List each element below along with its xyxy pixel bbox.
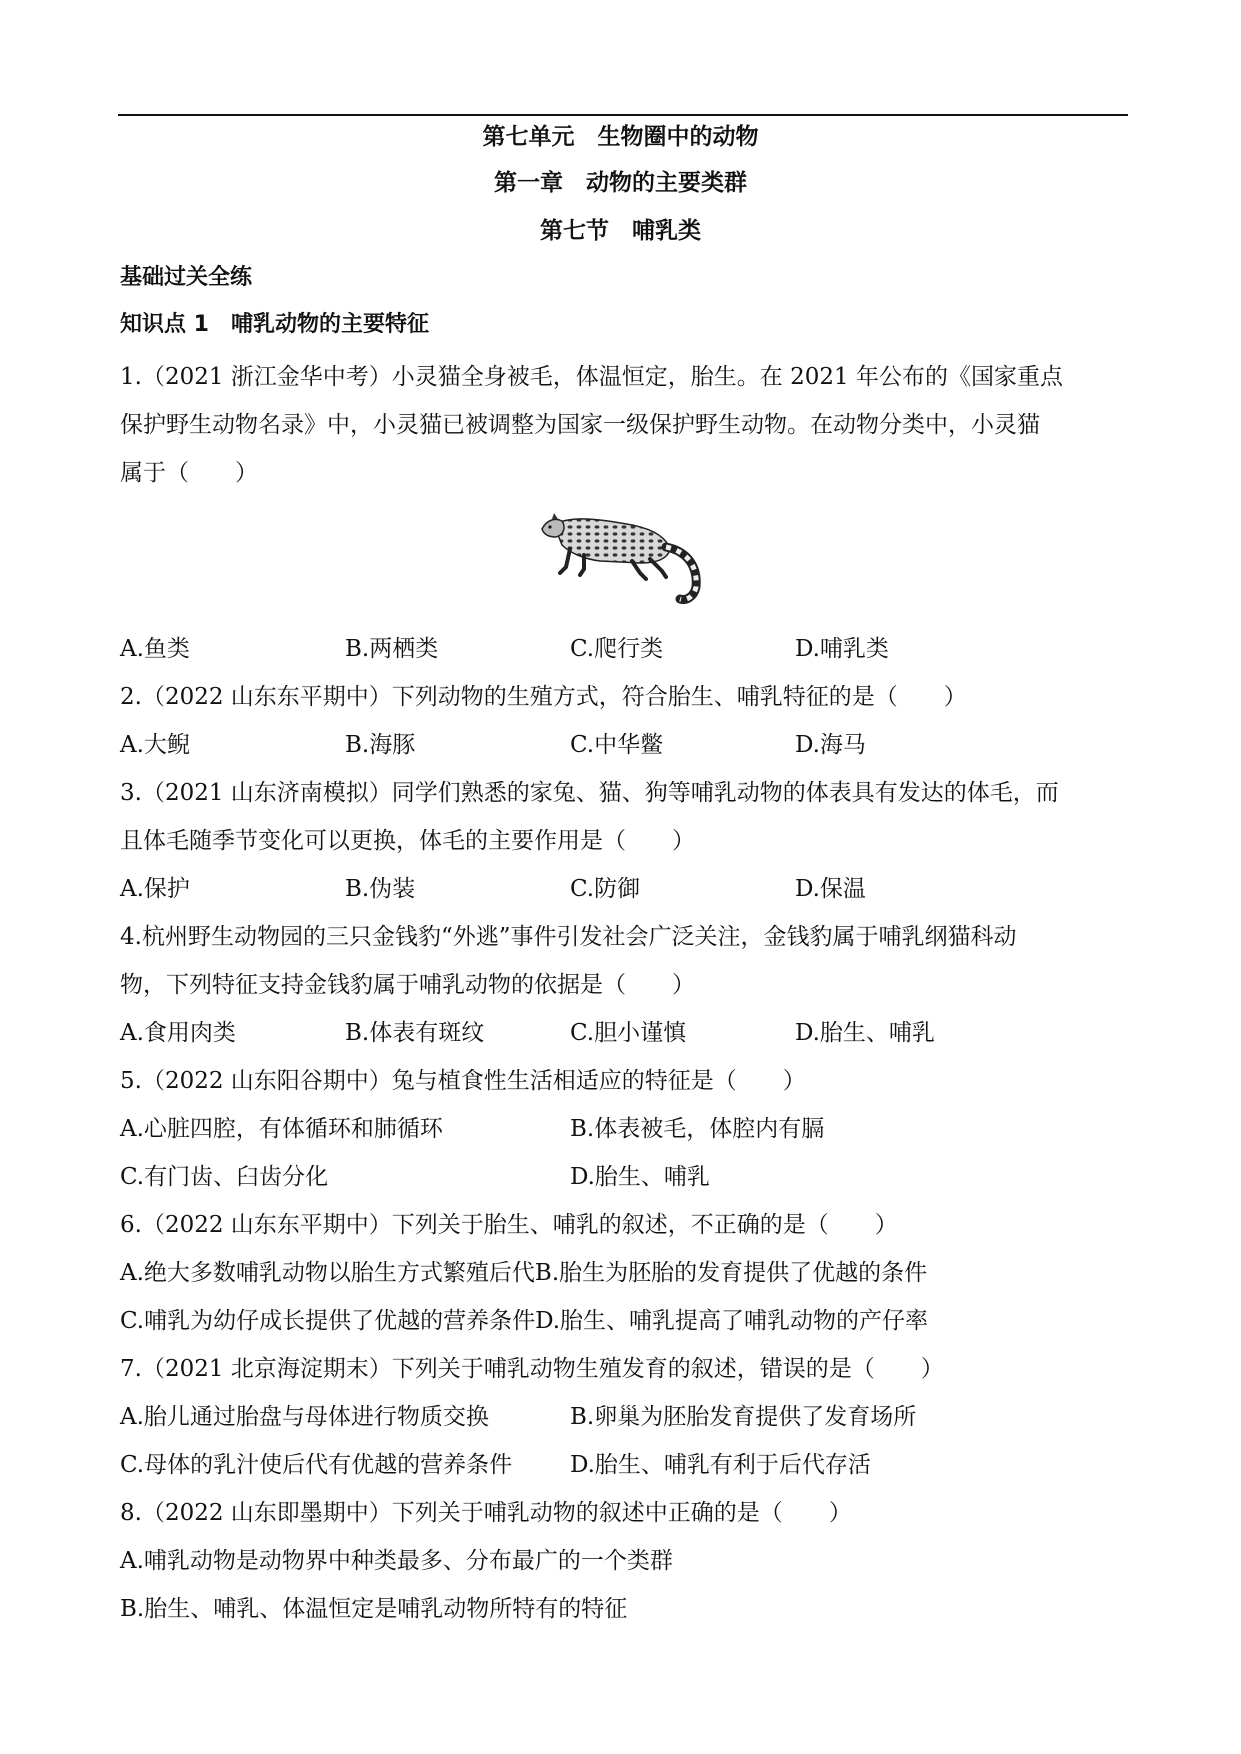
question-2	[120, 673, 1130, 769]
question-list	[120, 353, 1130, 1633]
question-text-line: 2.（2022 山东东平期中）下列动物的生殖方式，符合胎生、哺乳特征的是（ ）	[120, 684, 967, 710]
option-d: D.胎生、哺乳	[795, 1020, 935, 1046]
question-text-line: 且体毛随季节变化可以更换，体毛的主要作用是（ ）	[120, 828, 695, 854]
option-b: B.伪装	[345, 876, 416, 902]
option-a: A.保护	[120, 876, 190, 902]
option-c: C.胆小谨慎	[570, 1020, 687, 1046]
question-text-line: 3.（2021 山东济南模拟）同学们熟悉的家兔、猫、狗等哺乳动物的体表具有发达的体毛，而	[120, 780, 1059, 806]
question-text-line: 1.（2021 浙江金华中考）小灵猫全身被毛，体温恒定，胎生。在 2021 年公布的《国家重点	[120, 364, 1063, 390]
question-7	[120, 1345, 1130, 1489]
options-row	[120, 1009, 1130, 1057]
options-row	[120, 1153, 1130, 1201]
option-a: A.鱼类	[120, 636, 190, 662]
options-row	[120, 1249, 1130, 1297]
option-d: D.胎生、哺乳有利于后代存活	[570, 1452, 871, 1478]
options-row	[120, 1297, 1130, 1345]
question-8	[120, 1489, 1130, 1633]
question-6	[120, 1201, 1130, 1345]
chapter-heading: 第一章 动物的主要类群	[494, 170, 747, 196]
options-row	[120, 1393, 1130, 1441]
unit-heading: 第七单元 生物圈中的动物	[482, 124, 759, 150]
option-d: D.保温	[795, 876, 866, 902]
option-d: D.胎生、哺乳提高了哺乳动物的产仔率	[535, 1308, 929, 1334]
question-3	[120, 769, 1130, 913]
option-c: C.有门齿、臼齿分化	[120, 1164, 329, 1190]
option-b: B.体表被毛，体腔内有膈	[570, 1116, 825, 1142]
question-1	[120, 353, 1130, 673]
option-a: A.绝大多数哺乳动物以胎生方式繁殖后代	[120, 1260, 535, 1286]
option-a: A.心脏四腔，有体循环和肺循环	[120, 1116, 443, 1142]
option-a: A.胎儿通过胎盘与母体进行物质交换	[120, 1404, 489, 1430]
option-c: C.防御	[570, 876, 641, 902]
option-d: D.胎生、哺乳	[570, 1164, 710, 1190]
section-heading: 第七节 哺乳类	[540, 218, 701, 244]
options-row	[120, 865, 1130, 913]
question-4	[120, 913, 1130, 1057]
option-a: A.哺乳动物是动物界中种类最多、分布最广的一个类群	[120, 1548, 673, 1574]
option-d: D.哺乳类	[795, 636, 889, 662]
option-b: B.胎生、哺乳、体温恒定是哺乳动物所特有的特征	[120, 1596, 628, 1622]
question-text-line: 7.（2021 北京海淀期末）下列关于哺乳动物生殖发育的叙述，错误的是（ ）	[120, 1356, 944, 1382]
exercise-title: 基础过关全练	[120, 265, 253, 290]
knowledge-point-title: 知识点 1 哺乳动物的主要特征	[120, 312, 429, 337]
option-b: B.体表有斑纹	[345, 1020, 485, 1046]
option-b: B.卵巢为胚胎发育提供了发育场所	[570, 1404, 917, 1430]
option-b: B.胎生为胚胎的发育提供了优越的条件	[534, 1260, 928, 1286]
question-text-line: 保护野生动物名录》中，小灵猫已被调整为国家一级保护野生动物。在动物分类中，小灵猫	[120, 412, 1040, 438]
options-row	[120, 1441, 1130, 1489]
option-a: A.食用肉类	[120, 1020, 236, 1046]
question-text-line: 物，下列特征支持金钱豹属于哺乳动物的依据是（ ）	[120, 972, 695, 998]
option-c: C.爬行类	[570, 636, 664, 662]
options-row	[120, 721, 1130, 769]
options-row	[120, 625, 1130, 673]
header-rule	[118, 114, 1128, 116]
options-row	[120, 1105, 1130, 1153]
option-b: B.两栖类	[345, 636, 439, 662]
question-5	[120, 1057, 1130, 1201]
question-text-line: 6.（2022 山东东平期中）下列关于胎生、哺乳的叙述，不正确的是（ ）	[120, 1212, 898, 1238]
question-text-line: 5.（2022 山东阳谷期中）兔与植食性生活相适应的特征是（ ）	[120, 1068, 806, 1094]
option-d: D.海马	[795, 732, 866, 758]
option-c: C.母体的乳汁使后代有优越的营养条件	[120, 1452, 513, 1478]
question-text-line: 属于（ ）	[120, 460, 258, 486]
option-a: A.大鲵	[120, 732, 190, 758]
option-c: C.哺乳为幼仔成长提供了优越的营养条件	[120, 1308, 536, 1334]
question-text-line: 8.（2022 山东即墨期中）下列关于哺乳动物的叙述中正确的是（ ）	[120, 1500, 852, 1526]
option-c: C.中华鳖	[570, 732, 664, 758]
question-text-line: 4.杭州野生动物园的三只金钱豹“外逃”事件引发社会广泛关注，金钱豹属于哺乳纲猫科动	[120, 924, 1017, 950]
option-b: B.海豚	[345, 732, 416, 758]
small-civet-image	[120, 497, 1130, 625]
